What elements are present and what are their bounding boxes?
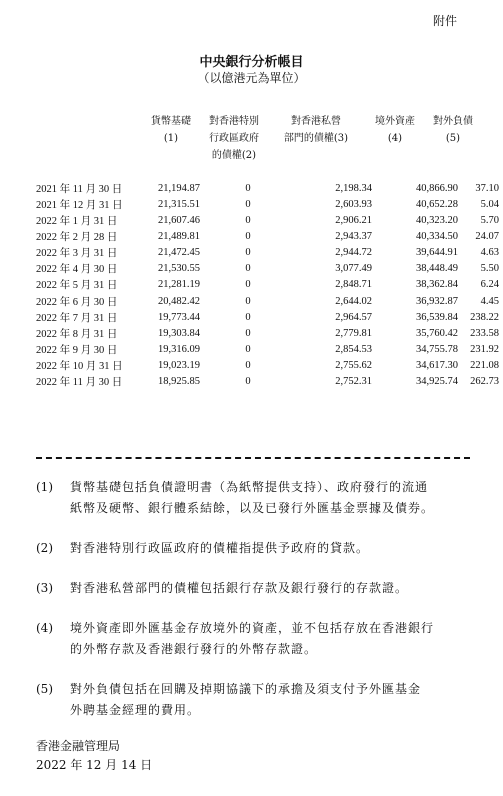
table-row [0,196,499,212]
table-row [0,228,499,244]
row-date [0,228,154,244]
cell-foreign-liabilities: 5.50 [480,263,499,275]
header-line: (1) [163,133,179,144]
cell-foreign-liabilities: 262.73 [470,376,499,388]
page-subtitle: （以億港元為單位） [197,71,306,85]
row-date [0,293,154,309]
cell-foreign-assets: 36,539.84 [416,311,458,323]
row-date [0,261,154,277]
row-date [0,325,154,341]
cell-private-debt: 2,906.21 [335,214,372,226]
footnote-line: 貨幣基礎包括負債證明書（為紙幣提供支持）、政府發行的流通 [70,480,429,494]
cell-private-debt: 2,198.34 [335,182,372,194]
row-date [0,277,154,293]
footnote-line: 紙幣及硬幣、銀行體系結餘，以及已發行外匯基金票據及債券。 [70,501,435,515]
cell-foreign-liabilities: 231.92 [470,343,499,355]
header-line: 對香港特別 [209,116,259,127]
cell-foreign-assets: 40,323.20 [416,214,458,226]
row-date [0,245,154,261]
table-row [0,374,499,390]
footnote [36,679,476,721]
row-date [0,358,154,374]
cell-foreign-liabilities: 6.24 [480,279,499,291]
cell-foreign-assets: 34,617.30 [416,360,458,372]
date-text: 2022 年 2 月 28 日 [36,231,118,243]
table-row [0,245,499,261]
cell-hksar-debt: 0 [245,247,251,259]
cell-private-debt: 2,854.53 [335,343,372,355]
cell-private-debt: 2,644.02 [335,295,372,307]
footnote-number: (3) [36,581,53,595]
footnote [36,578,476,599]
cell-private-debt: 2,944.72 [335,247,372,259]
cell-hksar-debt: 0 [245,295,251,307]
cell-monetary-base: 20,482.42 [158,295,200,307]
row-date [0,309,154,325]
date-text: 2022 年 8 月 31 日 [36,328,118,340]
header-hksar-debt [202,113,266,164]
cell-private-debt: 2,964.57 [335,311,372,323]
cell-foreign-assets: 38,448.49 [416,263,458,275]
header-foreign-liabilities [428,113,478,147]
table-row [0,180,499,196]
attachment-label: 附件 [433,14,458,28]
footnote-line: 的外幣存款及香港銀行發行的外幣存款證。 [70,642,318,656]
table-body [0,180,499,390]
cell-foreign-liabilities: 238.22 [470,311,499,323]
date-text: 2022 年 1 月 31 日 [36,215,118,227]
footnote-line: 對香港私營部門的債權包括銀行存款及銀行發行的存款證。 [70,581,409,595]
header-line: 貨幣基礎 [151,116,191,127]
table-row [0,309,499,325]
table-row [0,277,499,293]
cell-foreign-liabilities: 4.63 [480,247,499,259]
date-text: 2022 年 11 月 30 日 [36,377,123,389]
date-text: 2022 年 9 月 30 日 [36,344,118,356]
cell-private-debt: 2,752.31 [335,376,372,388]
cell-monetary-base: 19,303.84 [158,327,200,339]
date-text: 2022 年 6 月 30 日 [36,296,118,308]
cell-monetary-base: 21,472.45 [158,247,200,259]
cell-hksar-debt: 0 [245,230,251,242]
date-text: 2021 年 11 月 30 日 [36,183,123,195]
footnote-line: 對外負債包括在回購及掉期協議下的承擔及須支付予外匯基金 [70,682,422,696]
footer-date: 2022 年 12 月 14 日 [36,758,153,772]
date-text: 2021 年 12 月 31 日 [36,199,123,211]
cell-hksar-debt: 0 [245,198,251,210]
table-row [0,261,499,277]
date-text: 2022 年 3 月 31 日 [36,248,118,260]
footnote-number: (4) [36,621,53,635]
footnote-text [70,578,476,599]
footnote-text [70,618,476,660]
row-date [0,196,154,212]
footnote-text [70,679,476,721]
cell-foreign-liabilities: 37.10 [475,182,499,194]
cell-hksar-debt: 0 [245,182,251,194]
cell-monetary-base: 19,023.19 [158,360,200,372]
footnote-text [70,538,476,559]
cell-hksar-debt: 0 [245,327,251,339]
table-row [0,293,499,309]
cell-hksar-debt: 0 [245,376,251,388]
footnote-line: 外聘基金經理的費用。 [70,703,201,717]
cell-foreign-liabilities: 4.45 [480,295,499,307]
cell-private-debt: 2,943.37 [335,230,372,242]
footer-organization: 香港金融管理局 [36,739,121,753]
cell-monetary-base: 19,773.44 [158,311,200,323]
divider [36,457,470,459]
cell-foreign-liabilities: 233.58 [470,327,499,339]
cell-monetary-base: 21,489.81 [158,230,200,242]
cell-foreign-assets: 34,925.74 [416,376,458,388]
header-line: (4) [387,133,403,144]
cell-foreign-assets: 39,644.91 [416,247,458,259]
table-row [0,325,499,341]
cell-monetary-base: 19,316.09 [158,343,200,355]
table-row [0,358,499,374]
cell-foreign-assets: 36,932.87 [416,295,458,307]
cell-monetary-base: 21,281.19 [158,279,200,291]
cell-foreign-assets: 35,760.42 [416,327,458,339]
header-monetary-base [144,113,198,147]
header-foreign-assets [370,113,420,147]
cell-private-debt: 2,848.71 [335,279,372,291]
cell-hksar-debt: 0 [245,263,251,275]
cell-hksar-debt: 0 [245,360,251,372]
header-line: 行政區政府 [209,133,259,144]
cell-foreign-liabilities: 221.08 [470,360,499,372]
date-text: 2022 年 7 月 31 日 [36,312,118,324]
footnotes [36,477,476,740]
footnote [36,538,476,559]
cell-private-debt: 2,603.93 [335,198,372,210]
header-line: 對香港私營 [291,116,341,127]
footnote-line: 境外資產即外匯基金存放境外的資產，並不包括存放在香港銀行 [70,621,435,635]
header-line: 對外負債 [433,116,473,127]
cell-monetary-base: 21,530.55 [158,263,200,275]
cell-private-debt: 2,755.62 [335,360,372,372]
cell-foreign-liabilities: 5.70 [480,214,499,226]
cell-foreign-assets: 40,652.28 [416,198,458,210]
table-row [0,341,499,357]
cell-hksar-debt: 0 [245,279,251,291]
cell-monetary-base: 18,925.85 [158,376,200,388]
data-table [0,180,499,390]
cell-foreign-assets: 40,334.50 [416,230,458,242]
footer [36,737,152,775]
cell-monetary-base: 21,194.87 [158,182,200,194]
table-row [0,212,499,228]
header-line: (5) [445,133,461,144]
header-line: 部門的債權(3) [283,133,349,144]
cell-hksar-debt: 0 [245,311,251,323]
date-text: 2022 年 5 月 31 日 [36,280,118,292]
cell-monetary-base: 21,607.46 [158,214,200,226]
row-date [0,180,154,196]
footnote [36,618,476,660]
cell-foreign-assets: 40,866.90 [416,182,458,194]
cell-foreign-assets: 38,362.84 [416,279,458,291]
header-private-debt [278,113,354,147]
cell-monetary-base: 21,315.51 [158,198,200,210]
footnote-line: 對香港特別行政區政府的債權指提供予政府的貸款。 [70,541,370,555]
footnote-number: (1) [36,480,53,494]
cell-foreign-liabilities: 5.04 [480,198,499,210]
row-date [0,212,154,228]
row-date [0,374,154,390]
cell-foreign-liabilities: 24.07 [475,230,499,242]
date-text: 2022 年 4 月 30 日 [36,264,118,276]
footnote-number: (5) [36,682,53,696]
header-line: 的債權(2) [211,150,257,161]
footnote-text [70,477,476,519]
header-line: 境外資產 [375,116,415,127]
footnote-number: (2) [36,541,53,555]
cell-hksar-debt: 0 [245,214,251,226]
page-title: 中央銀行分析帳目 [199,55,304,70]
cell-foreign-assets: 34,755.78 [416,343,458,355]
footnote [36,477,476,519]
cell-hksar-debt: 0 [245,343,251,355]
cell-private-debt: 2,779.81 [335,327,372,339]
row-date [0,341,154,357]
date-text: 2022 年 10 月 31 日 [36,361,123,373]
cell-private-debt: 3,077.49 [335,263,372,275]
